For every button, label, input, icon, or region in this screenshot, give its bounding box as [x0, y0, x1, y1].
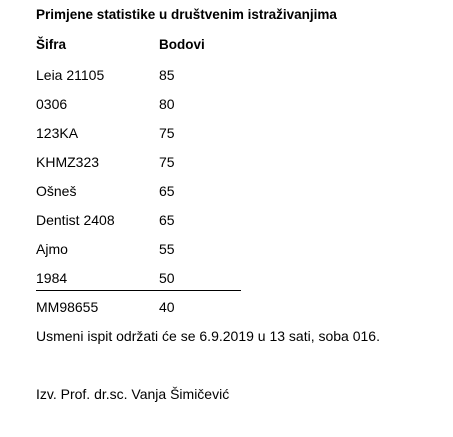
row-points: 65: [159, 212, 175, 228]
table-row: [36, 270, 241, 291]
table-row: [36, 183, 241, 203]
row-code: Ajmo: [36, 241, 68, 257]
row-code: Ošneš: [36, 183, 77, 199]
table-row: [36, 241, 241, 261]
row-points: 80: [159, 96, 175, 112]
table-row: [36, 125, 241, 145]
row-code: Dentist 2408: [36, 212, 115, 228]
column-header-code: Šifra: [36, 37, 67, 52]
row-code: Leia 21105: [36, 67, 105, 83]
row-code: 0306: [36, 96, 68, 112]
row-points: 55: [159, 241, 175, 257]
row-points: 75: [159, 125, 175, 141]
exam-note: Usmeni ispit održati će se 6.9.2019 u 13 sati, soba 016.: [36, 328, 380, 344]
row-points: 85: [159, 67, 175, 83]
row-code: 1984: [36, 270, 68, 286]
table-row: [36, 299, 241, 319]
row-points: 75: [159, 154, 175, 170]
row-points: 40: [159, 299, 175, 315]
signature: Izv. Prof. dr.sc. Vanja Šimičević: [36, 386, 230, 402]
table-row: [36, 212, 241, 232]
document-title: Primjene statistike u društvenim istraživanjima: [36, 7, 337, 22]
row-code: KHMZ323: [36, 154, 100, 170]
table-row: [36, 96, 241, 116]
row-code: 123KA: [36, 125, 79, 141]
row-points: 50: [159, 270, 175, 286]
column-header-points: Bodovi: [159, 37, 205, 52]
row-points: 65: [159, 183, 175, 199]
row-code: MM98655: [36, 299, 99, 315]
table-row: [36, 154, 241, 174]
table-row: [36, 67, 241, 87]
